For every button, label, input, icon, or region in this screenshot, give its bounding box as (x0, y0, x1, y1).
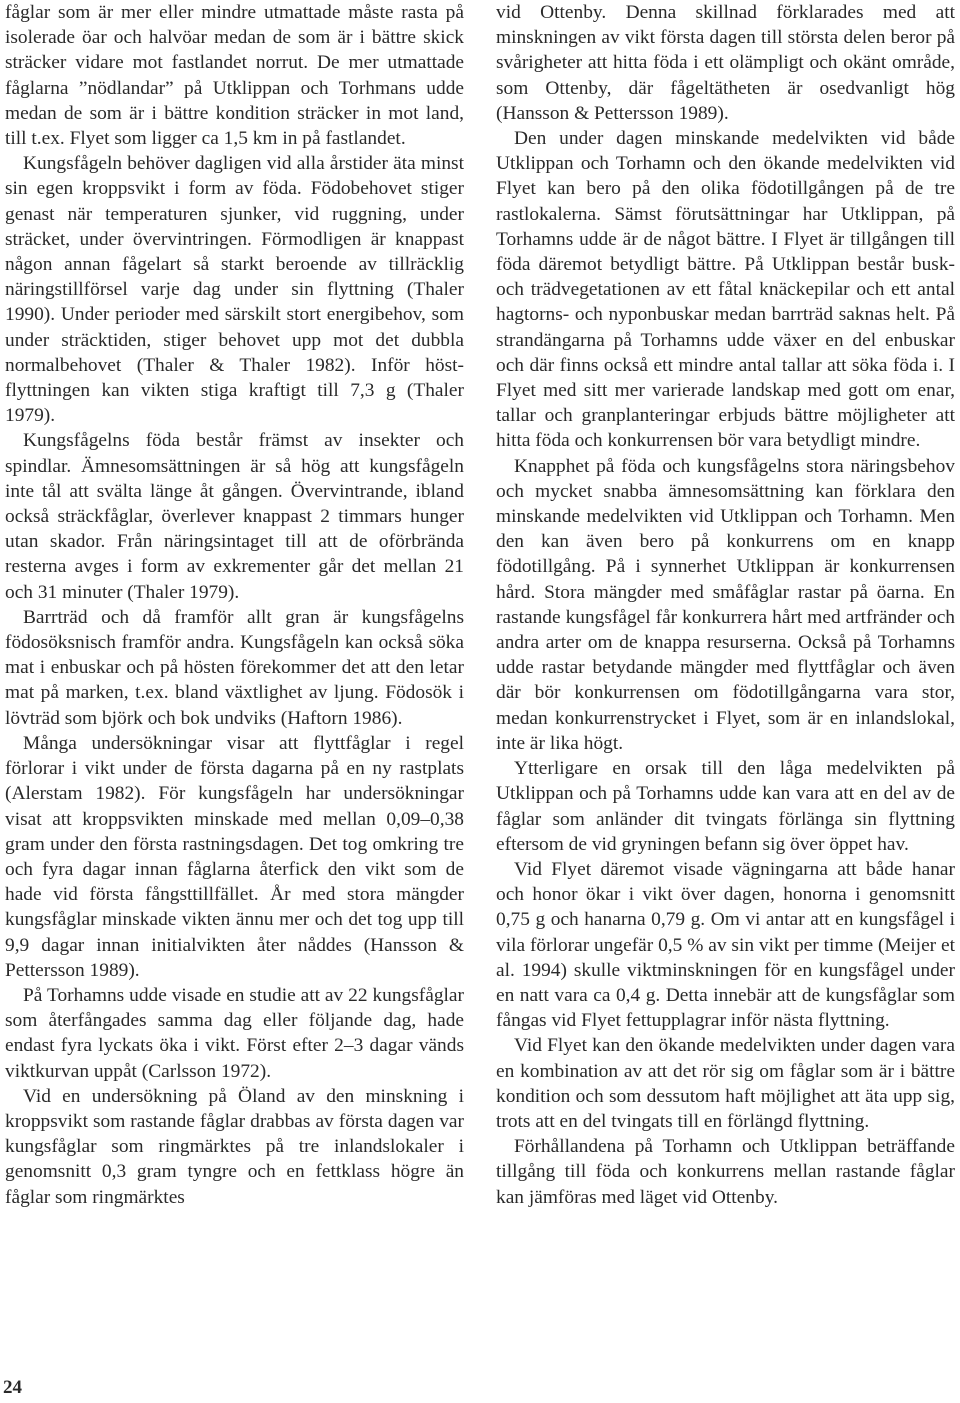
paragraph: Ytterligare en orsak till den låga medelvikten på Utklippan och på Torhamns udde kan vara att en del av de fåglar som anländer dit tvingats förlänga sin flyttning eftersom de vid gryningen befann sig över öppet hav. (496, 758, 955, 855)
paragraph: Knapphet på föda och kungsfågelns stora näringsbehov och mycket snabba ämnesomsättning kan förklara den minskande medelvikten vid Utklippan och Torhamn. Men den kan även bero på konkurrens om en knapp födotillgång. På i synnerhet Utklippan är konkurrensen hård. Stora mängder med småfåglar rastar på öarna. En rastande kungsfågel får konkurrera hårt med artfränder och andra arter om de knappa resurserna. Också på Torhamns udde rastar betydande mängder med flyttfåglar och även där bör konkurrensen om födotillgångarna vara stor, medan konkurrenstrycket i Flyet, som är en inlandslokal, inte är lika högt. (496, 455, 955, 754)
paragraph: Vid Flyet kan den ökande medelvikten under dagen vara en kombination av att det rör sig om fåglar som är i bättre kondition och som dessutom haft möjlighet att äta upp sig, trots att en del tvingats till en förlängd flyttning. (496, 1035, 955, 1132)
paragraph: Kungsfågeln behöver dagligen vid alla årstider äta minst sin egen kroppsvikt i form av föda. Födobehovet stiger genast när temperaturen sjunker, vid ruggning, under sträcket, under övervintringen. Förmodligen är knappast någon annan fågelart så starkt beroende av tillräcklig näringstillförsel varje dag under sin flyttning (Thaler 1990). Under perioder med särskilt stort energibehov, som under sträcktiden, stiger behovet upp mot det dubbla normalbehovet (Thaler & Thaler 1982). Inför höstflyttningen kan vikten stiga kraftigt till 7,3 g (Thaler 1979). (5, 153, 464, 427)
paragraph: Kungsfågelns föda består främst av insekter och spindlar. Ämnesomsättningen är så hög att kungsfågeln inte tål att svälta länge åt gången. Övervintrande, ibland också sträckfåglar, överlever knappast 2 timmars hunger utan skador. Från näringsintaget till att de oförbrända resterna avges i form av exkrementer går det mellan 21 och 31 minuter (Thaler 1979). (5, 430, 464, 603)
paragraph: Den under dagen minskande medelvikten vid både Utklippan och Torhamn och den ökande medelvikten vid Flyet kan bero på den olika födotillgången på de tre rastlokalerna. Sämst förutsättningar har Utklippan, på Torhamns udde är de något bättre. I Flyet är tillgången till föda däremot betydligt bättre. På Utklippan består busk- och trädvegetationen av ett fåtal knäckepilar och ett antal hagtorns- och nyponbuskar medan barrträd saknas helt. På strandängarna på Torhamns udde växer en del enbuskar och där finns också ett mindre antal tallar att söka föda i. I Flyet med sitt mer varierade landskap med gott om enar, tallar och granplanteringar erbjuds bättre möjligheter att hitta föda och konkurrensen bör vara betydligt mindre. (496, 128, 955, 452)
page-number: 24 (3, 1377, 22, 1398)
paragraph: Vid en undersökning på Öland av den minskning i kroppsvikt som rastande fåglar drabbas av första dagen var kungsfåglar som ringmärktes på tre inlandslokaler i genomsnitt 0,3 gram tyngre och en fettklass högre än fåglar som ringmärktes (5, 1085, 464, 1208)
left-column (5, 0, 464, 1210)
paragraph: fåglar som är mer eller mindre utmattade måste rasta på isolerade öar och halvöar medan de som är i bättre skick sträcker vidare mot fastlandet norrut. De mer utmattade fåglarna ”nödlandar” på Utklippan och Torhmans udde medan de som är i bättre kondition sträcker in mot land, till t.ex. Flyet som ligger ca 1,5 km in på fastlandet. (5, 2, 464, 150)
right-column (496, 0, 955, 1210)
paragraph: Vid Flyet däremot visade vägningarna att både hanar och honor ökar i vikt över dagen, honorna i genomsnitt 0,75 g och hanarna 0,79 g. Om vi antar att en kungsfågel i vila förlorar ungefär 0,5 % av sin vikt per timme (Meijer et al. 1994) skulle viktminskningen för en kungsfågel under en natt vara ca 0,4 g. Detta innebär att de kungsfåglar som fångas vid Flyet fettupplagrar inför nästa flyttning. (496, 858, 955, 1032)
paragraph: vid Ottenby. Denna skillnad förklarades med att minskningen av vikt första dagen till största delen beror på svårigheter att hitta föda i ett olämpligt och okänt område, som Ottenby, där fågeltätheten är osedvanligt hög (Hansson & Pettersson 1989). (496, 2, 955, 124)
paragraph: På Torhamns udde visade en studie att av 22 kungsfåglar som återfångades samma dag eller följande dag, hade endast fyra lyckats öka i vikt. Först efter 2–3 dagar vänds viktkurvan uppåt (Carlsson 1972). (5, 984, 464, 1082)
paragraph: Förhållandena på Torhamn och Utklippan beträffande tillgång till föda och konkurrens mellan rastande fåglar kan jämföras med läget vid Ottenby. (496, 1136, 955, 1208)
paragraph: Många undersökningar visar att flyttfåglar i regel förlorar i vikt under de första dagarna på en ny rastplats (Alerstam 1982). För kungsfågeln har undersökningar visat att kroppsvikten minskade med mellan 0,09–0,38 gram under den första rastningsdagen. Det tog omkring tre och fyra dagar innan fåglarna återfick den vikt som de hade vid första fångsttillfället. År med stora mängder kungsfåglar minskade vikten ännu mer och det tog upp till 9,9 dagar innan initialvikten åter nåddes (Hansson & Pettersson 1989). (5, 732, 464, 981)
paragraph: Barrträd och då framför allt gran är kungsfågelns födosöksnisch framför andra. Kungsfågeln kan också söka mat i enbuskar och på hösten förekommer det att den letar mat på marken, t.ex. bland växtlighet av ljung. Födosök i lövträd som björk och bok undviks (Haftorn 1986). (5, 606, 464, 729)
